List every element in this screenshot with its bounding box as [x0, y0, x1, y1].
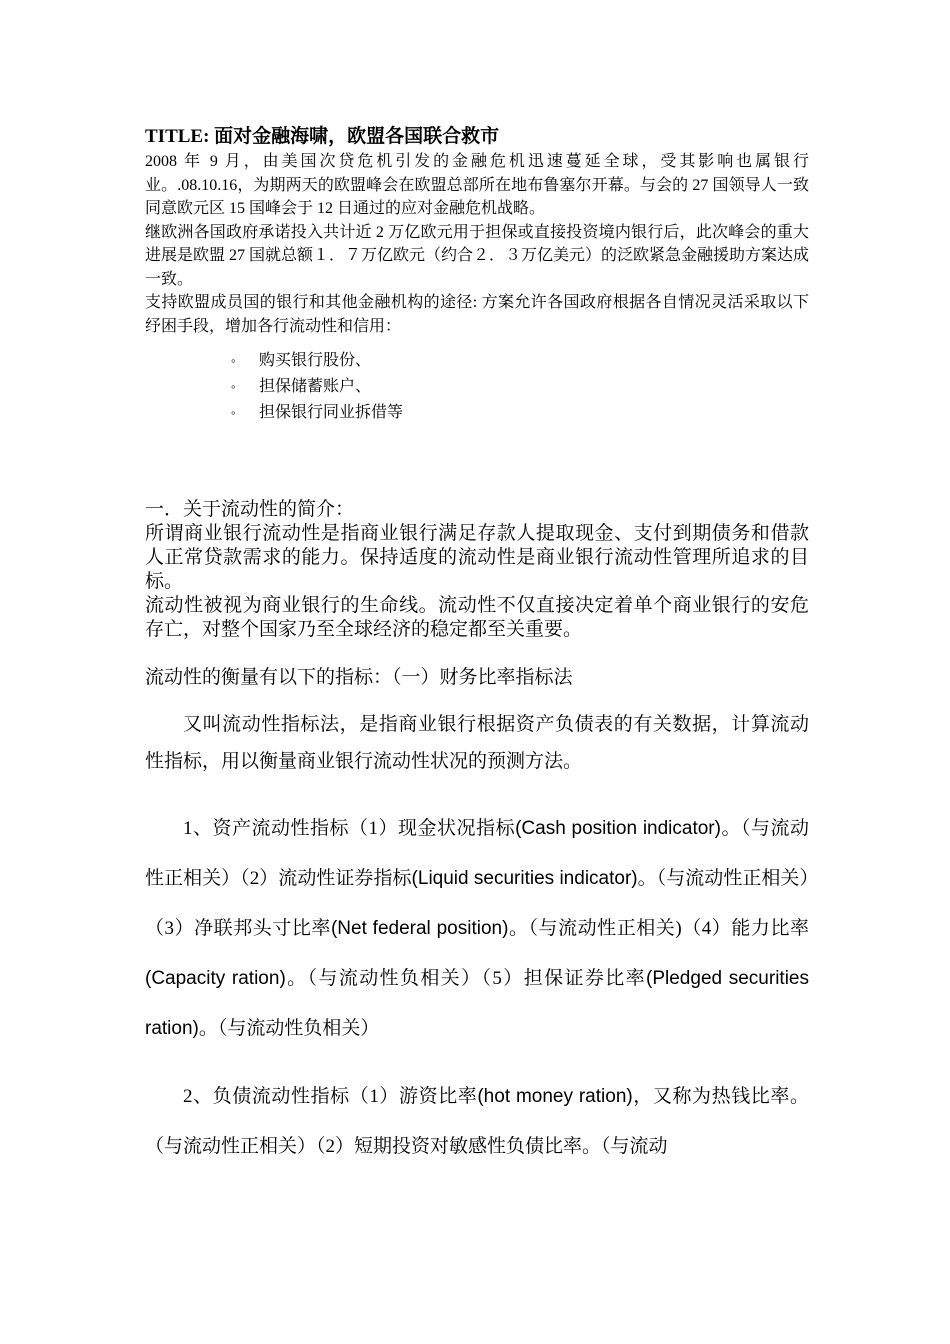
asset-indicators-paragraph [145, 804, 809, 1054]
indicator-text: 2、负债流动性指标（1）游资比率 [183, 1086, 478, 1107]
document-title: TITLE: 面对金融海啸，欧盟各国联合救市 [145, 126, 500, 147]
indicator-text: 。（与流动性正相关）（2）流动性证券指标 [145, 818, 809, 889]
indicator-english: (Cash position indicator) [515, 818, 721, 839]
list-item-text: 购买银行股份、 [259, 352, 372, 369]
definition-section [145, 706, 809, 780]
indicator-english: (Pledged securities ration) [145, 968, 809, 1039]
list-item [231, 374, 403, 400]
bullet-circle-icon: ◦ [231, 405, 236, 420]
intro-section [145, 150, 809, 338]
section-heading: 一．关于流动性的简介： [145, 499, 355, 520]
list-item [231, 348, 403, 374]
section-paragraph-2: 流动性被视为商业银行的生命线。流动性不仅直接决定着单个商业银行的安危存亡，对整个国家乃至全球经济的稳定都至关重要。 [145, 595, 809, 640]
list-item-text: 担保银行同业拆借等 [259, 404, 404, 421]
indicator-english: (Capacity ration) [145, 968, 286, 989]
indicator-text: 。（与流动性负相关）（5）担保证券比率 [285, 968, 647, 989]
liquidity-intro-section [145, 498, 809, 642]
intro-paragraph-2: 继欧洲各国政府承诺投入共计近 2 万亿欧元用于担保或直接投资境内银行后，此次峰会的重大进展是欧盟 27 国就总额１．７万亿欧元（约合２．３万亿美元）的泛欧紧急金融援助方案达成一致。 [145, 223, 810, 288]
indicator-text: 。（与流动性负相关） [198, 1018, 380, 1039]
indicator-text: 。（与流动性正相关)（4）能力比率 [508, 918, 809, 939]
bullet-circle-icon: ◦ [231, 353, 236, 368]
bullet-circle-icon: ◦ [231, 379, 236, 394]
intro-paragraph-1: 2008 年 9 月，由美国次贷危机引发的金融危机迅速蔓延全球，受其影响也属银行业。.08.10.16，为期两天的欧盟峰会在欧盟总部所在地布鲁塞尔开幕。与会的 27 国领导人一致同意欧元区 15 国峰会于 12 日通过的应对金融危机战略。 [145, 153, 809, 217]
indicator-english: (Net federal position) [330, 918, 509, 939]
list-item [231, 400, 403, 426]
measure-heading: 流动性的衡量有以下的指标：（一）财务比率指标法 [145, 667, 573, 688]
section-paragraph-1: 所谓商业银行流动性是指商业银行满足存款人提取现金、支付到期债务和借款人正常贷款需求的能力。保持适度的流动性是商业银行流动性管理所追求的目标。 [145, 523, 809, 592]
liability-liquidity-indicators [145, 1072, 809, 1172]
intro-paragraph-3: 支持欧盟成员国的银行和其他金融机构的途径: 方案允许各国政府根据各自情况灵活采取以下纾困手段，增加各行流动性和信用： [145, 294, 809, 335]
indicator-english: (Liquid securities indicator) [411, 868, 638, 889]
liability-indicators-paragraph [145, 1072, 809, 1172]
indicator-text: 1、资产流动性指标（1）现金状况指标 [183, 818, 516, 839]
definition-paragraph: 又叫流动性指标法，是指商业银行根据资产负债表的有关数据，计算流动性指标，用以衡量商业银行流动性状况的预测方法。 [145, 714, 809, 772]
relief-measures-list [231, 348, 403, 426]
list-item-text: 担保储蓄账户、 [259, 378, 372, 395]
indicator-text: ，又称为热钱比率。（与流动性正相关）（2）短期投资对敏感性负债比率。（与流动 [145, 1086, 809, 1157]
asset-liquidity-indicators [145, 804, 809, 1054]
indicator-text: 。（与流动性正相关）（3）净联邦头寸比率 [145, 868, 809, 939]
indicator-english: (hot money ration) [477, 1086, 633, 1107]
